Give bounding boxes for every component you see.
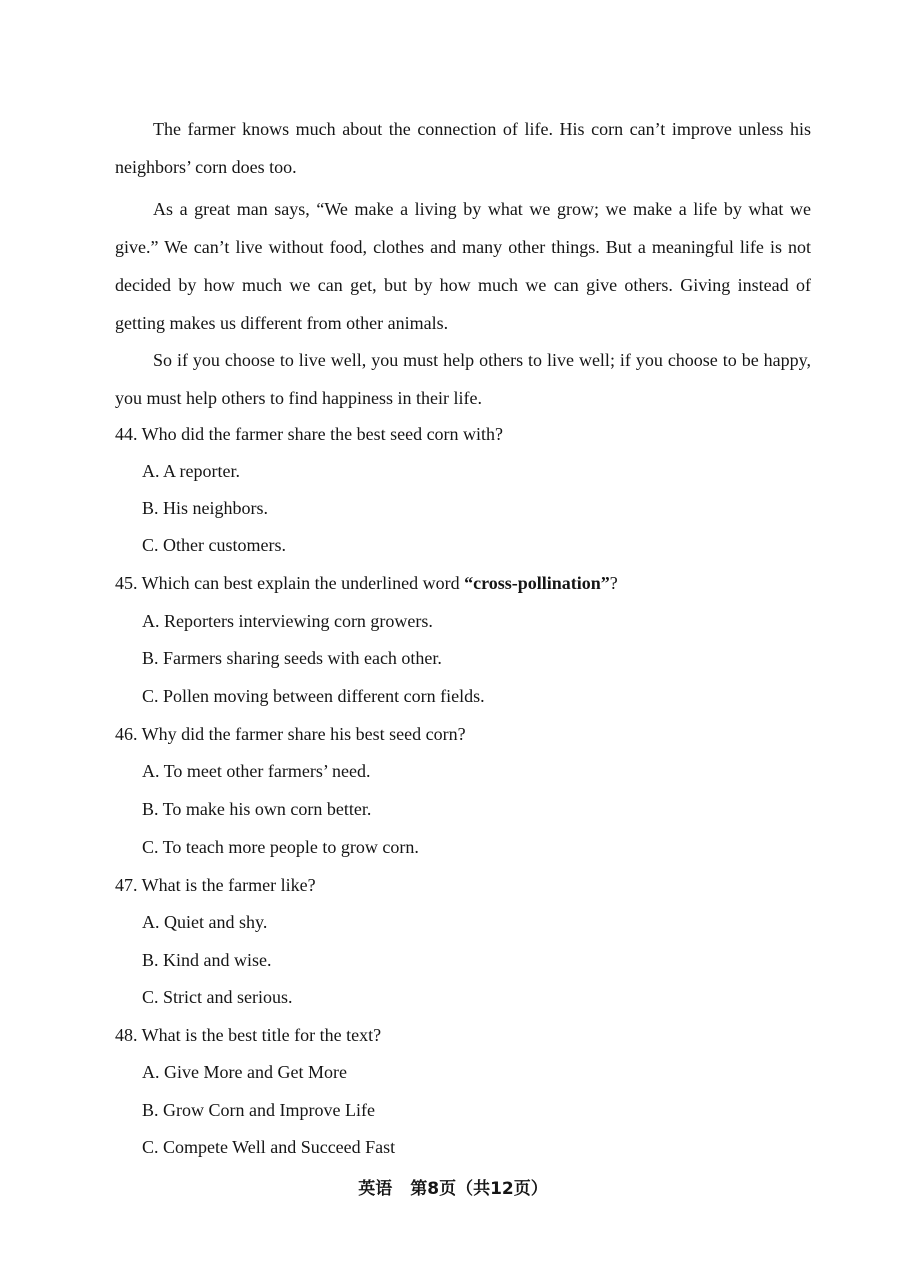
question-47-option-c: C. Strict and serious. (142, 987, 293, 1007)
question-45-option-a: A. Reporters interviewing corn growers. (142, 611, 433, 631)
question-44-option-b: B. His neighbors. (142, 498, 268, 518)
question-45-option-b: B. Farmers sharing seeds with each other. (142, 648, 442, 668)
question-45-text: 45. Which can best explain the underlined word (115, 573, 465, 593)
passage-paragraph-1: The farmer knows much about the connection of life. His corn can’t improve unless his neighbors’ corn does too. (115, 119, 811, 177)
question-47-option-a: A. Quiet and shy. (142, 912, 268, 932)
footer-subject: 英语 (358, 1179, 393, 1199)
question-45-keyword: “cross-pollination” (464, 573, 610, 593)
question-48-option-a: A. Give More and Get More (142, 1062, 347, 1082)
footer-page-number: 第8页（共12页） (410, 1179, 548, 1199)
question-46-option-b: B. To make his own corn better. (142, 799, 372, 819)
question-44-option-a: A. A reporter. (142, 461, 240, 481)
question-45 (115, 572, 618, 594)
question-48: 48. What is the best title for the text? (115, 1025, 382, 1045)
question-48-option-c: C. Compete Well and Succeed Fast (142, 1137, 396, 1157)
question-45-option-c: C. Pollen moving between different corn fields. (142, 686, 485, 706)
passage-paragraph-2: As a great man says, “We make a living by what we grow; we make a life by what we give.” We can’t live without food, clothes and many other things. But a meaningful life is not decided by how much we can get, but by how much we can give others. Giving instead of getting makes us different from other animals. (115, 199, 811, 333)
passage-paragraph-3: So if you choose to live well, you must help others to live well; if you choose to be happy, you must help others to find happiness in their life. (115, 350, 811, 408)
question-44: 44. Who did the farmer share the best seed corn with? (115, 424, 504, 444)
question-46: 46. Why did the farmer share his best seed corn? (115, 724, 466, 744)
question-48-option-b: B. Grow Corn and Improve Life (142, 1100, 375, 1120)
question-47-option-b: B. Kind and wise. (142, 950, 272, 970)
question-46-option-a: A. To meet other farmers’ need. (142, 761, 371, 781)
question-44-option-c: C. Other customers. (142, 535, 286, 555)
page-footer (0, 1178, 906, 1200)
question-46-option-c: C. To teach more people to grow corn. (142, 837, 419, 857)
question-47: 47. What is the farmer like? (115, 875, 316, 895)
question-45-mark: ? (609, 573, 618, 593)
